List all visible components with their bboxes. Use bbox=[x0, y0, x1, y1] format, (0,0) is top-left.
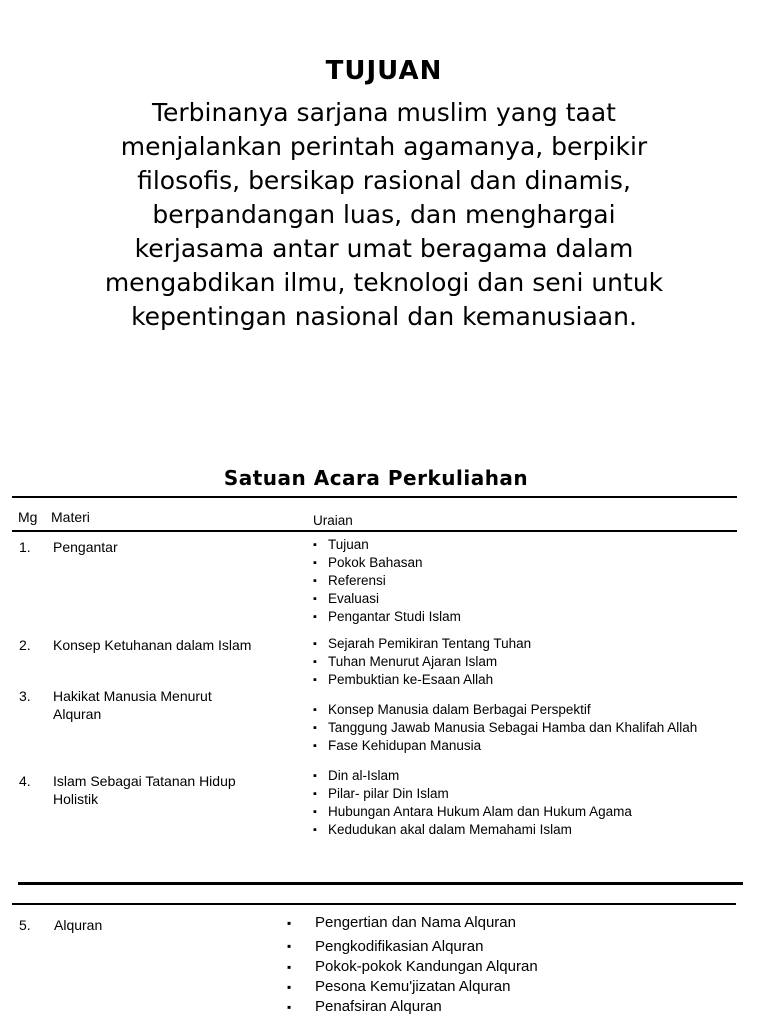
topic-item: ▪ Fase Kehidupan Manusia bbox=[313, 737, 697, 755]
row-material: Konsep Ketuhanan dalam Islam bbox=[53, 637, 252, 653]
objective-line: berpandangan luas, dan menghargai bbox=[152, 200, 616, 229]
topic-item: ▪ Tujuan bbox=[313, 536, 461, 554]
topic-item: ▪ Pokok Bahasan bbox=[313, 554, 461, 572]
row-number: 1. bbox=[19, 539, 31, 555]
topic-item: ▪ Pembuktian ke-Esaan Allah bbox=[313, 671, 531, 689]
row-material: Alquran bbox=[54, 917, 103, 933]
row-material: Pengantar bbox=[53, 539, 118, 555]
row-material bbox=[53, 772, 236, 808]
objective-line: mengabdikan ilmu, teknologi dan seni untuk bbox=[104, 268, 664, 297]
topic-item: ▪ Pengkodifikasian Alquran bbox=[285, 936, 538, 957]
topic-item: ▪ Pesona Kemu'jizatan Alquran bbox=[285, 977, 538, 997]
row-topics bbox=[285, 914, 538, 1017]
row-number: 4. bbox=[19, 773, 31, 789]
row-topics bbox=[313, 701, 697, 755]
topic-item: ▪ Pengantar Studi Islam bbox=[313, 608, 461, 626]
header-description: Uraian bbox=[313, 513, 353, 528]
topic-item: ▪ Pokok-pokok Kandungan Alquran bbox=[285, 957, 538, 977]
objective-line: filosofis, bersikap rasional dan dinamis, bbox=[137, 166, 631, 195]
objective-line: Terbinanya sarjana muslim yang taat bbox=[151, 98, 616, 127]
row-topics bbox=[313, 536, 461, 626]
material-line: Alquran bbox=[53, 706, 102, 722]
topic-item: ▪ Hubungan Antara Hukum Alam dan Hukum Agama bbox=[313, 803, 632, 821]
topic-item: ▪ Evaluasi bbox=[313, 590, 461, 608]
row-number: 2. bbox=[19, 637, 31, 653]
topic-item: ▪ Din al-Islam bbox=[313, 767, 632, 785]
row-number: 3. bbox=[19, 688, 31, 704]
table-top-rule bbox=[12, 903, 736, 905]
row-topics bbox=[313, 767, 632, 839]
material-line: Islam Sebagai Tatanan Hidup bbox=[53, 773, 236, 789]
header-material: Materi bbox=[51, 509, 90, 525]
objective-line: menjalankan perintah agamanya, berpikir bbox=[120, 132, 648, 161]
row-material bbox=[53, 687, 212, 723]
topic-item: ▪ Tuhan Menurut Ajaran Islam bbox=[313, 653, 531, 671]
objective-title: TUJUAN bbox=[325, 56, 443, 86]
table-top-rule bbox=[12, 496, 737, 498]
objective-text bbox=[40, 96, 728, 334]
topic-item: ▪ Referensi bbox=[313, 572, 461, 590]
topic-item: ▪ Sejarah Pemikiran Tentang Tuhan bbox=[313, 635, 531, 653]
row-topics bbox=[313, 635, 531, 689]
objective-line: kerjasama antar umat beragama dalam bbox=[134, 234, 634, 263]
sap-title: Satuan Acara Perkuliahan bbox=[223, 466, 529, 490]
topic-item: ▪ Penafsiran Alquran bbox=[285, 997, 538, 1017]
topic-item: ▪ Pilar- pilar Din Islam bbox=[313, 785, 632, 803]
header-rule bbox=[12, 530, 737, 532]
row-number: 5. bbox=[19, 917, 31, 933]
material-line: Hakikat Manusia Menurut bbox=[53, 688, 212, 704]
topic-item: ▪ Konsep Manusia dalam Berbagai Perspektif bbox=[313, 701, 697, 719]
objective-line: kepentingan nasional dan kemanusiaan. bbox=[131, 302, 637, 331]
header-week: Mg bbox=[18, 509, 38, 525]
section-divider bbox=[18, 882, 743, 885]
topic-item: ▪ Tanggung Jawab Manusia Sebagai Hamba dan Khalifah Allah bbox=[313, 719, 697, 737]
material-line: Holistik bbox=[53, 791, 99, 807]
topic-item: ▪ Kedudukan akal dalam Memahami Islam bbox=[313, 821, 632, 839]
topic-item: ▪ Pengertian dan Nama Alquran bbox=[285, 914, 538, 936]
